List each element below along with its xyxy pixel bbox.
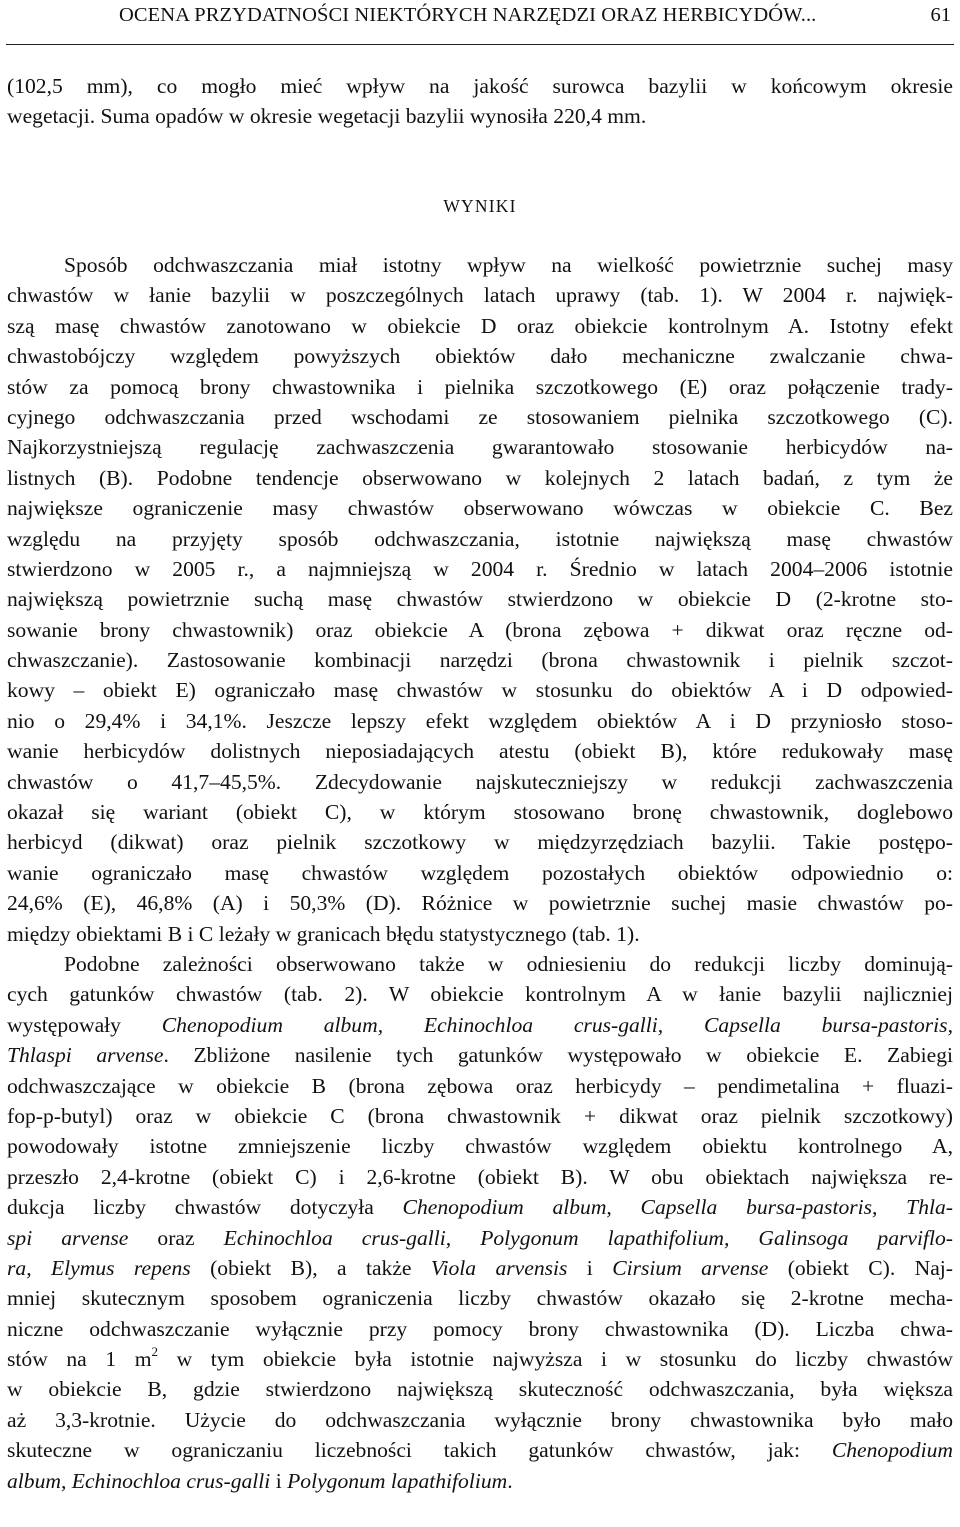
text-line: chwastów o 41,7–45,5%. Zdecydowanie najskuteczniejszy w redukcji zachwaszczenia [7, 769, 953, 794]
text-line: Sposób odchwaszczania miał istotny wpływ na wielkość powietrznie suchej masy [64, 253, 953, 277]
page-number: 61 [930, 4, 951, 26]
text-line: chwastów w łanie bazylii w poszczególnych latach uprawy (tab. 1). W 2004 r. najwięk- [7, 283, 953, 308]
text-run: występowały [7, 1012, 162, 1037]
text-line: herbicyd (dikwat) oraz pielnik szczotkowy w międzyrzędziach bazylii. Takie postępo- [7, 830, 953, 855]
species-name: album, Echinochloa crus-galli [7, 1468, 271, 1493]
text-line: przeszło 2,4-krotne (obiekt C) i 2,6-krotne (obiekt B). W obu obiektach największa re- [7, 1164, 953, 1189]
text-line [7, 1466, 953, 1496]
text-line: względu na przyjęty sposób odchwaszczania, istotnie największą masę chwastów [7, 526, 953, 551]
text-line: największe ograniczenie masy chwastów obserwowano wówczas w obiekcie C. Bez [7, 496, 953, 521]
text-line: stów za pomocą brony chwastownika i pielnika szczotkowego (E) oraz połączenie trady- [7, 374, 953, 399]
text-line [7, 1344, 953, 1374]
species-name: Polygonum lapathifolium [287, 1468, 508, 1493]
running-header [6, 0, 954, 45]
text-line: szą masę chwastów zanotowano w obiekcie D oraz obiekcie kontrolnym A. Istotny efekt [7, 313, 953, 338]
text-line: chwastobójczy względem powyższych obiektów dało mechaniczne zwalczanie chwa- [7, 344, 953, 369]
species-name: Viola arvensis [430, 1255, 568, 1280]
text-line: odchwaszczające w obiekcie B (brona zębowa oraz herbicydy – pendimetalina + fluazi- [7, 1073, 953, 1098]
text-line: Najkorzystniejszą regulację zachwaszczenia gwarantowało stosowanie herbicydów na- [7, 435, 953, 460]
text-line [7, 1010, 953, 1040]
text-line [7, 1253, 953, 1283]
text-line: największą powietrznie suchą masę chwastów stwierdzono w obiekcie D (2-krotne sto- [7, 587, 953, 612]
text-line: cyjnego odchwaszczania przed wschodami ze stosowaniem pielnika szczotkowego (C). [7, 404, 953, 429]
text-run: w tym obiekcie była istotnie najwyższa i w stosunku do liczby chwastów [158, 1347, 954, 1372]
text-line: nio o 29,4% i 34,1%. Jeszcze lepszy efekt względem obiektów A i D przyniosło stoso- [7, 708, 953, 733]
text-line: 24,6% (E), 46,8% (A) i 50,3% (D). Różnice w powietrznie suchej masie chwastów po- [7, 891, 953, 916]
text-run: i [270, 1468, 288, 1493]
text-line: sowanie brony chwastownik) oraz obiekcie A (brona zębowa + dikwat oraz ręczne od- [7, 617, 953, 642]
text-line: wanie ograniczało masę chwastów względem pozostałych obiektów odpowiednio o: [7, 860, 953, 885]
species-name: Cirsium arvense [612, 1255, 769, 1280]
species-name: Thlaspi arvense [7, 1043, 164, 1068]
section-heading: WYNIKI [443, 196, 517, 216]
text-line: powodowały istotne zmniejszenie liczby chwastów względem obiektu kontrolnego A, [7, 1134, 953, 1159]
text-run: . Zbliżone nasilenie tych gatunków występowało w obiekcie E. Zabiegi [163, 1043, 953, 1068]
text-line: niczne odchwaszczanie wyłącznie przy pomocy brony chwastownika (D). Liczba chwa- [7, 1316, 953, 1341]
text-line: wanie herbicydów dolistnych nieposiadających atestu (obiekt B), które redukowały masę [7, 739, 953, 764]
species-name: Echinochloa crus-galli, Polygonum lapathifolium, Galinsoga parviflo- [223, 1225, 953, 1250]
text-line: wegetacji. Suma opadów w okresie wegetacji bazylii wynosiła 220,4 mm. [7, 104, 647, 129]
text-line: stwierdzono w 2005 r., a najmniejszą w 2004 r. Średnio w latach 2004–2006 istotnie [7, 556, 953, 581]
text-line: w obiekcie B, gdzie stwierdzono największą skuteczność odchwaszczania, była większa [7, 1377, 953, 1402]
text-line: Podobne zależności obserwowano także w odniesieniu do redukcji liczby dominują- [64, 951, 953, 976]
text-line: między obiektami B i C leżały w granicach błędu statystycznego (tab. 1). [7, 921, 640, 946]
species-name: spi arvense [7, 1225, 129, 1250]
text-line: okazał się wariant (obiekt C), w którym stosowano bronę chwastownik, doglebowo [7, 800, 953, 825]
results-paragraph-1 [7, 250, 953, 1496]
text-line: (102,5 mm), co mogło mieć wpływ na jakość surowca bazylii w końcowym okresie [7, 74, 953, 98]
text-line: listnych (B). Podobne tendencje obserwowano w kolejnych 2 latach badań, z tym że [7, 465, 953, 490]
text-line [7, 1192, 953, 1222]
text-line: mniej skutecznym sposobem ograniczenia liczby chwastów okazało się 2-krotne mecha- [7, 1286, 953, 1311]
text-run: . [507, 1468, 513, 1493]
text-line: fop-p-butyl) oraz w obiekcie C (brona chwastownik + dikwat oraz pielnik szczotkowy) [7, 1103, 953, 1128]
text-run: dukcja liczby chwastów dotyczyła [7, 1195, 403, 1220]
text-run: i [567, 1255, 613, 1280]
text-line: cych gatunków chwastów (tab. 2). W obiekcie kontrolnym A w łanie bazylii najliczniej [7, 982, 953, 1007]
species-name: Chenopodium album, Capsella bursa-pastoris, Thla- [402, 1195, 953, 1220]
text-line [7, 1040, 953, 1070]
superscript: 2 [151, 1343, 158, 1359]
species-name: ra, Elymus repens [7, 1255, 191, 1280]
text-run: (obiekt C). Naj- [768, 1255, 953, 1280]
intro-paragraph [7, 71, 953, 132]
text-run: skuteczne w ograniczaniu liczebności takich gatunków chwastów, jak: [7, 1438, 832, 1463]
text-line [7, 1223, 953, 1253]
text-run: (obiekt B), a także [190, 1255, 431, 1280]
text-line: chwaszczanie). Zastosowanie kombinacji narzędzi (brona chwastownik i pielnik szczot- [7, 648, 953, 673]
running-title: OCENA PRZYDATNOŚCI NIEKTÓRYCH NARZĘDZI ORAZ HERBICYDÓW... [119, 4, 817, 26]
species-name: Chenopodium [831, 1438, 953, 1463]
text-line: aż 3,3-krotnie. Użycie do odchwaszczania wyłącznie brony chwastownika było mało [7, 1407, 953, 1432]
text-run: stów na 1 m [7, 1347, 152, 1372]
text-line [7, 1435, 953, 1465]
species-name: Chenopodium album, Echinochloa crus-galli, Capsella bursa-pastoris, [161, 1012, 953, 1037]
text-line: kowy – obiekt E) ograniczało masę chwastów w stosunku do obiektów A i D odpowied- [7, 678, 953, 703]
text-run: oraz [128, 1225, 224, 1250]
